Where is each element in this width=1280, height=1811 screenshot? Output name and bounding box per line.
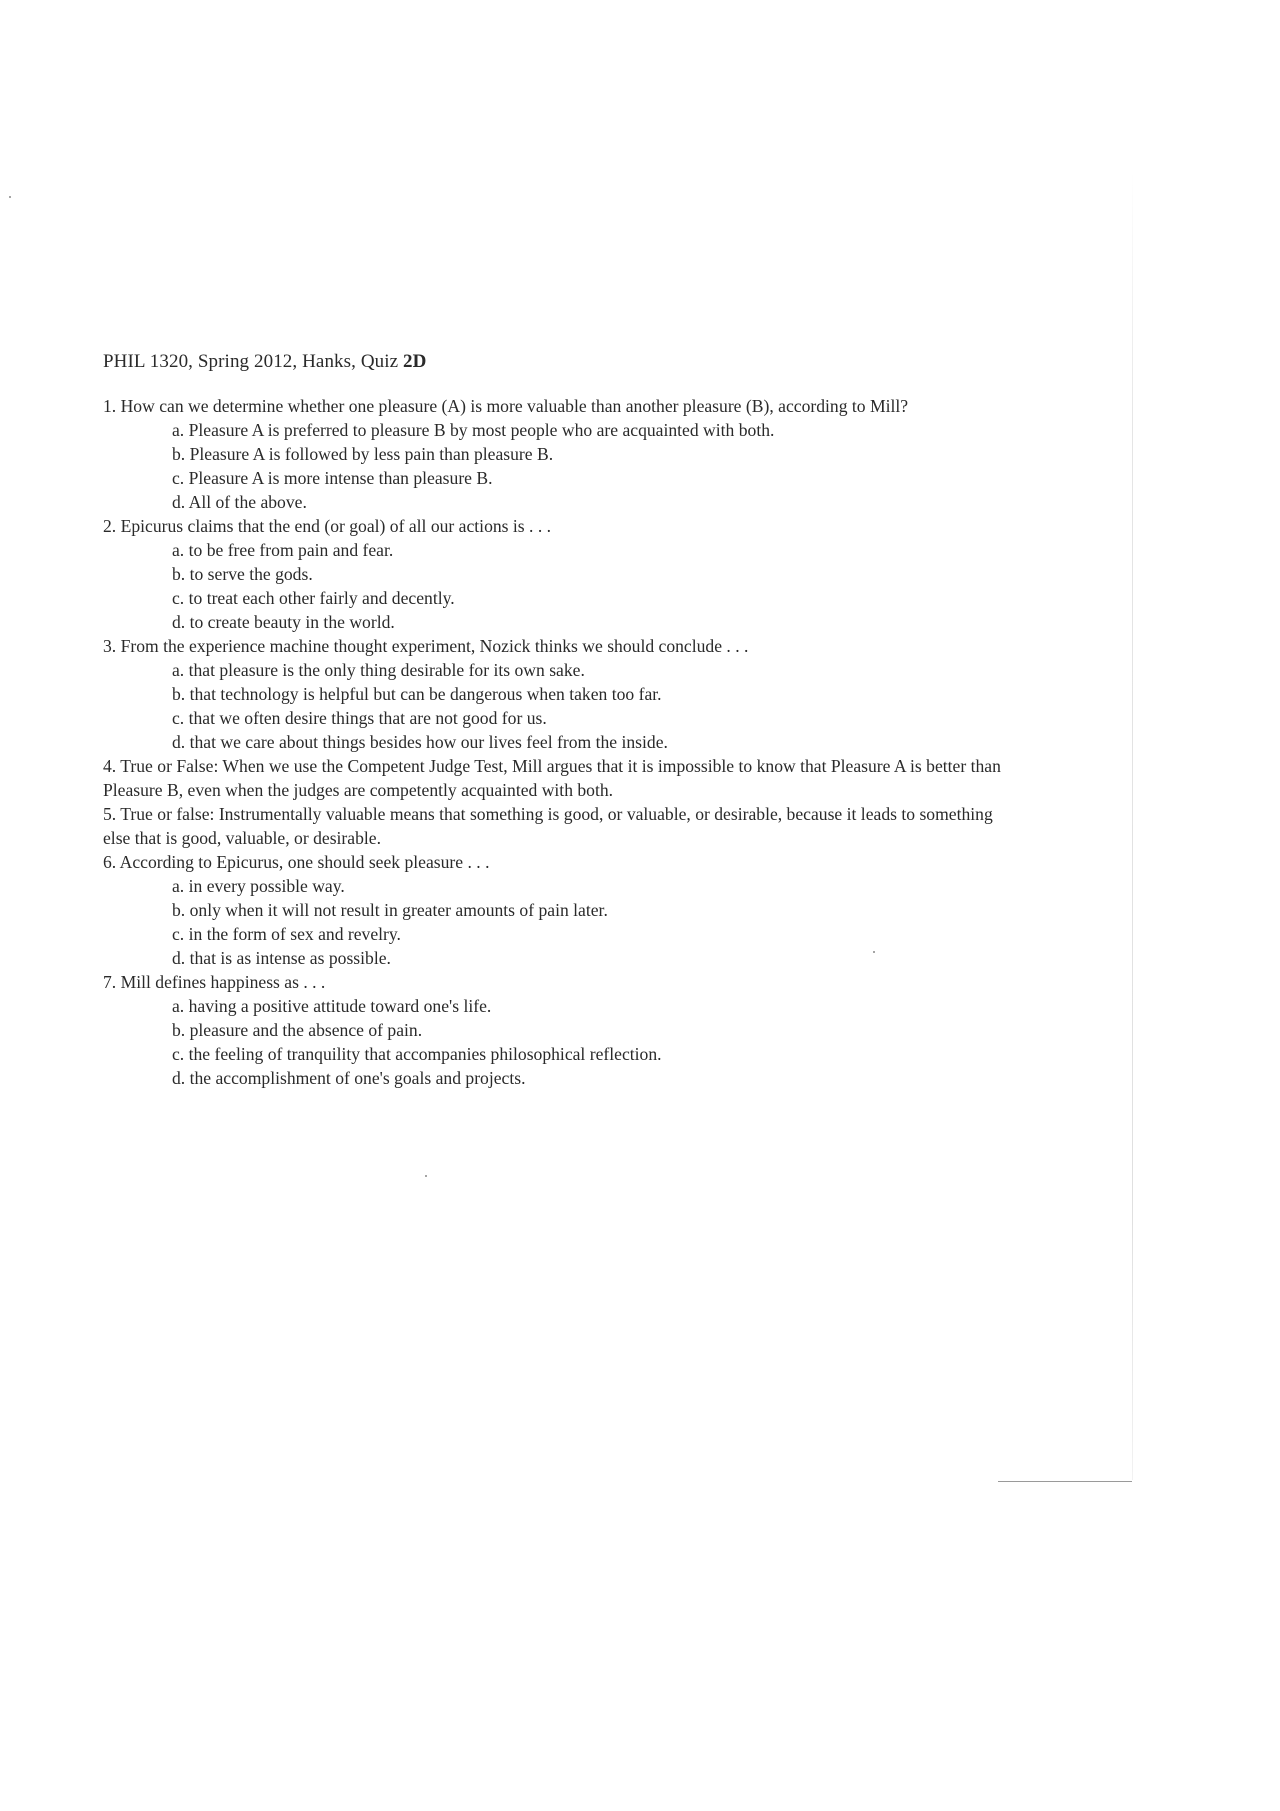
question-block	[103, 514, 1003, 634]
question-block	[103, 394, 1003, 514]
answer-option: a. to be free from pain and fear.	[172, 540, 394, 560]
answer-option: b. only when it will not result in greater amounts of pain later.	[172, 900, 608, 920]
answer-option: b. to serve the gods.	[172, 564, 313, 584]
scan-bottom-line	[998, 1481, 1132, 1482]
question-text: 1. How can we determine whether one pleasure (A) is more valuable than another pleasure (B), according to Mill?	[103, 396, 909, 416]
option-list	[103, 538, 1003, 634]
answer-option: a. that pleasure is the only thing desirable for its own sake.	[172, 660, 585, 680]
option-list	[103, 658, 1003, 754]
question-text: 2. Epicurus claims that the end (or goal) of all our actions is . . .	[103, 516, 552, 536]
scan-edge-line	[1132, 170, 1133, 1480]
question-block	[103, 754, 1003, 802]
answer-option: a. having a positive attitude toward one's life.	[172, 996, 492, 1016]
answer-option: b. pleasure and the absence of pain.	[172, 1020, 423, 1040]
option-list	[103, 874, 1003, 970]
quiz-content	[103, 350, 1003, 1090]
answer-option: d. the accomplishment of one's goals and projects.	[172, 1068, 526, 1088]
question-text: 3. From the experience machine thought experiment, Nozick thinks we should conclude . . .	[103, 636, 749, 656]
course-label: PHIL 1320, Spring 2012, Hanks, Quiz	[103, 351, 399, 372]
question-list	[103, 394, 1003, 1090]
answer-option: c. to treat each other fairly and decently.	[172, 588, 455, 608]
answer-option: c. Pleasure A is more intense than pleasure B.	[172, 468, 493, 488]
answer-option: d. that we care about things besides how our lives feel from the inside.	[172, 732, 668, 752]
answer-option: a. in every possible way.	[172, 876, 345, 896]
question-text: 4. True or False: When we use the Competent Judge Test, Mill argues that it is impossible to know that Pleasure A is better than Pleasure B, even when the judges are competently acquainted with both.	[103, 756, 1001, 800]
answer-option: d. All of the above.	[172, 492, 307, 512]
question-text: 5. True or false: Instrumentally valuable means that something is good, or valuable, or desirable, because it leads to something else that is good, valuable, or desirable.	[103, 804, 993, 848]
question-block	[103, 850, 1003, 970]
question-block	[103, 634, 1003, 754]
option-list	[103, 418, 1003, 514]
question-block	[103, 970, 1003, 1090]
option-list	[103, 994, 1003, 1090]
answer-option: c. in the form of sex and revelry.	[172, 924, 401, 944]
question-text: 7. Mill defines happiness as . . .	[103, 972, 326, 992]
answer-option: b. that technology is helpful but can be dangerous when taken too far.	[172, 684, 662, 704]
answer-option: c. the feeling of tranquility that accompanies philosophical reflection.	[172, 1044, 662, 1064]
quiz-id: 2D	[403, 351, 427, 372]
scan-speck	[9, 196, 11, 198]
question-block	[103, 802, 1003, 850]
answer-option: d. that is as intense as possible.	[172, 948, 391, 968]
answer-option: d. to create beauty in the world.	[172, 612, 395, 632]
question-text: 6. According to Epicurus, one should seek pleasure . . .	[103, 852, 490, 872]
answer-option: c. that we often desire things that are not good for us.	[172, 708, 547, 728]
scan-speck	[425, 1175, 427, 1177]
answer-option: b. Pleasure A is followed by less pain than pleasure B.	[172, 444, 554, 464]
quiz-title	[103, 350, 1003, 374]
answer-option: a. Pleasure A is preferred to pleasure B by most people who are acquainted with both.	[172, 420, 775, 440]
